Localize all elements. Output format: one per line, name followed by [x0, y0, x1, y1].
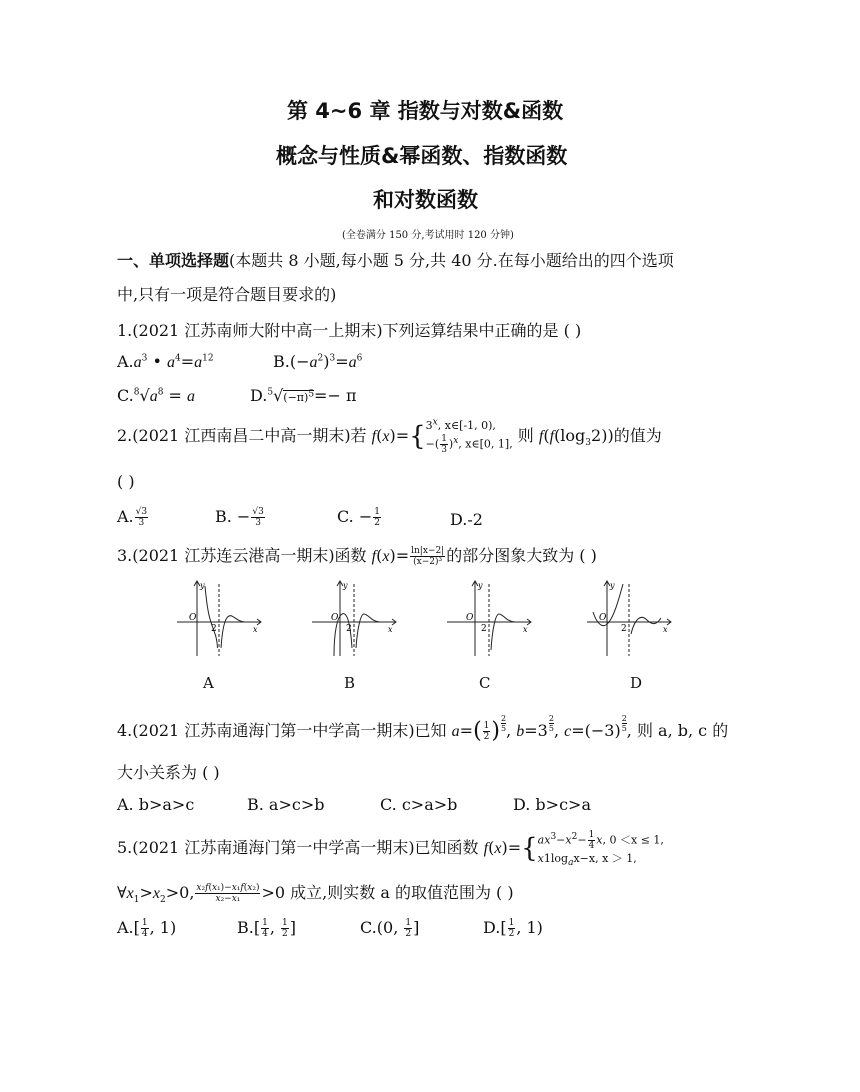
- q3-label-b: B: [344, 674, 356, 692]
- q3c-y-label: y: [478, 581, 483, 590]
- q3d-y-label: y: [610, 581, 615, 590]
- q3c-tick-2: 2: [481, 624, 487, 634]
- q2-piecewise: 3$^x$, x∈[-1, 0), −( $\frac{1}{3}$ )$^x$, x∈[0, 1],: [425, 417, 513, 455]
- section-desc-1: (本题共 8 小题,每小题 5 分,共 40 分.在每小题给出的四个选项: [229, 251, 674, 270]
- q2-answer-paren: ( ): [117, 472, 135, 491]
- title-line-2: 概念与性质&幂函数、指数函数: [276, 144, 568, 168]
- q3a-origin-label: O: [189, 613, 197, 623]
- q3b-y-label: y: [343, 581, 348, 590]
- q4-stem: 4.(2021 江苏南通海门第一中学高一期末)已知 a=( $\frac{1}{2}$ ) $\frac{2}{5}$ , b=3 $\frac{2}{5}$ , c=(−3) $\frac{2}{5}$ , 则 a, b, c 的: [117, 714, 729, 744]
- q1-option-d[interactable]: $D.^5√(-\pi)^5=- \pi$: [250, 386, 357, 405]
- q3d-x-label: x: [663, 625, 668, 634]
- q2-stem: 2.(2021 江西南昌二中高一期末)若 f(x)={ 3$^x$, x∈[-1, 0), −( $\frac{1}{3}$ )$^x$, x∈[0, 1], 则 $f(f(\log_32))$的值为: [117, 417, 662, 455]
- q4-option-c[interactable]: C. c>a>b: [380, 795, 458, 814]
- q5-option-b[interactable]: B.[ $\frac{1}{4}$ , $\frac{1}{2}$ ]: [237, 918, 296, 939]
- q2-option-d[interactable]: D.-2: [450, 510, 483, 529]
- q4-option-a[interactable]: A. b>a>c: [117, 795, 195, 814]
- q1-option-b[interactable]: $B.(-a^2)^3=a^6$: [273, 352, 363, 371]
- q3a-y-label: y: [200, 581, 205, 590]
- q2-option-c[interactable]: C. − $\frac{1}{2}$: [337, 507, 380, 528]
- q4-line-2: 大小关系为 ( ): [117, 763, 220, 782]
- q3b-x-label: x: [388, 625, 393, 634]
- q3c-origin-label: O: [466, 613, 474, 623]
- q4-option-b[interactable]: B. a>c>b: [247, 795, 325, 814]
- q3-stem: 3.(2021 江苏连云港高一期末)函数 f(x)= $\frac{\ln|x-2|}{\text{(x−2)³}}$ 的部分图象大致为 ( ): [117, 546, 597, 567]
- q1-option-a[interactable]: $A.a^3$ • $a^4=a^{12}$: [117, 352, 214, 371]
- q3-label-a: A: [203, 674, 214, 692]
- q3c-x-label: x: [523, 625, 528, 634]
- q5-line-2: $\forall x_1>x_2>0$, $\frac{\text{x₂f(x₁)−x₁f(x₂)}}{\text{x₂−x₁}}$ >0 成立,则实数 a 的取值范围为 ( ): [117, 883, 514, 906]
- q2-option-b[interactable]: B. − $\frac{√3}{3}$: [215, 507, 264, 528]
- q5-option-d[interactable]: D.[ $\frac{1}{2}$ , 1): [483, 918, 543, 939]
- q3-graph-b[interactable]: [310, 578, 400, 658]
- q4-option-d[interactable]: D. b>c>a: [513, 795, 591, 814]
- q3-graph-a[interactable]: [175, 578, 265, 658]
- q5-piecewise: $ax^3-x^2-$ $\frac{1}{4}$ x, 0 ＜x ≤ 1, $x1\log_ax-x$, x ＞ 1,: [537, 830, 664, 869]
- exam-note: (全卷满分 150 分,考试用时 120 分钟): [342, 230, 514, 241]
- q2-option-a[interactable]: A. $\frac{√3}{3}$: [117, 507, 148, 528]
- title-line-1: 第 4~6 章 指数与对数&函数: [287, 99, 564, 123]
- q3b-origin-label: O: [331, 613, 339, 623]
- title-line-3: 和对数函数: [373, 188, 478, 212]
- q5-stem: 5.(2021 江苏南通海门第一中学高一期末)已知函数 f(x)={ $ax^3-x^2-$ $\frac{1}{4}$ x, 0 ＜x ≤ 1, $x1\log_ax-x$, x ＞ 1,: [117, 830, 664, 869]
- q3a-x-label: x: [253, 625, 258, 634]
- q1-stem: 1.(2021 江苏南师大附中高一上期末)下列运算结果中正确的是 ( ): [117, 321, 582, 340]
- q3b-tick-2: 2: [346, 624, 352, 634]
- q3a-tick-2: 2: [211, 624, 217, 634]
- q5-option-c[interactable]: C.(0, $\frac{1}{2}$ ]: [360, 918, 420, 939]
- q5-option-a[interactable]: A.[ $\frac{1}{4}$ , 1): [117, 918, 177, 939]
- section-1-line-1: [117, 248, 674, 271]
- q3-graph-c[interactable]: [445, 578, 535, 658]
- q3d-origin-label: O: [599, 613, 607, 623]
- q1-option-c[interactable]: $C.^8√a^8 = a$: [117, 386, 196, 405]
- section-heading: 一、单项选择题: [117, 251, 230, 270]
- q3-graph-d[interactable]: [585, 578, 675, 658]
- q3d-tick-2: 2: [621, 624, 627, 634]
- q3-label-c: C: [479, 674, 491, 692]
- q3-label-d: D: [630, 674, 643, 692]
- section-1-line-2: 中,只有一项是符合题目要求的): [117, 285, 337, 304]
